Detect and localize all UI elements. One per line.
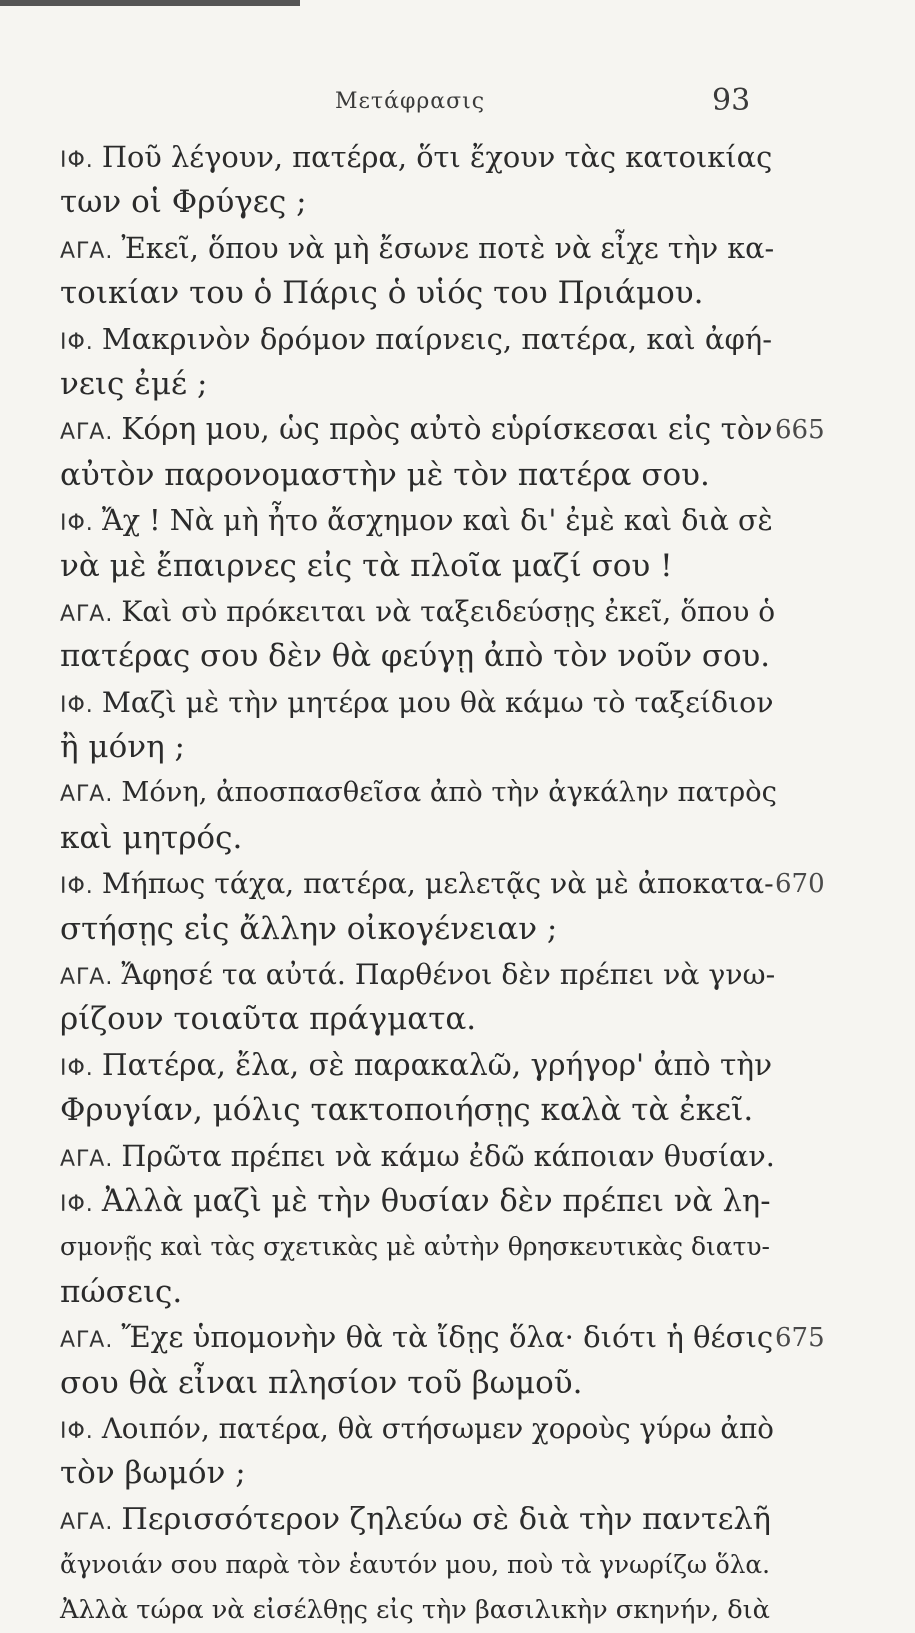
line-text: Ἐκεῖ, ὅπου νὰ μὴ ἔσωνε ποτὲ νὰ εἶχε τὴν κα- <box>121 230 775 265</box>
speaker-label: ΑΓΑ. <box>60 1328 114 1354</box>
speaker-line <box>60 1043 773 1088</box>
speaker-line <box>60 1179 770 1224</box>
continuation-line <box>60 180 770 225</box>
dialogue-text <box>60 135 777 1633</box>
speaker-label: ΙΦ. <box>60 1191 94 1217</box>
line-text: ρίζουν τοιαῦτα πράγματα. <box>60 1001 477 1038</box>
speaker-label: ΑΓΑ. <box>60 420 114 446</box>
continuation-line <box>60 1451 770 1496</box>
speaker-line <box>60 589 776 634</box>
continuation-line <box>60 1542 770 1587</box>
line-text: Μακρινὸν δρόμον παίρνεις, πατέρα, καὶ ἀφή- <box>101 321 773 356</box>
speaker-line <box>60 861 774 906</box>
speaker-label: ΙΦ. <box>60 148 94 173</box>
continuation-line <box>60 1361 770 1406</box>
line-text: Πρῶτα πρέπει νὰ κάμω ἐδῶ κάποιαν θυσίαν. <box>121 1138 775 1173</box>
continuation-line <box>60 907 770 952</box>
continuation-line <box>60 1224 770 1269</box>
line-text: νὰ μὲ ἔπαιρνες εἰς τὰ πλοῖα μαζί σου ! <box>60 547 673 584</box>
speaker-line <box>60 135 773 180</box>
line-text: αὐτὸν παρονομαστὴν μὲ τὸν πατέρα σου. <box>60 456 710 493</box>
line-text: ἢ μόνη ; <box>60 729 185 766</box>
line-text: Περισσότερον ζηλεύω σὲ διὰ τὴν παντελῆ <box>121 1501 771 1537</box>
speaker-label: ΙΦ. <box>60 329 94 355</box>
line-text: σμονῇς καὶ τὰς σχετικὰς μὲ αὐτὴν θρησκευτικὰς διατυ- <box>60 1232 770 1262</box>
continuation-line <box>60 1588 770 1633</box>
continuation-line <box>60 362 770 407</box>
line-text: Ἀλλὰ τώρα νὰ εἰσέλθῃς εἰς τὴν βασιλικὴν σκηνήν, διὰ <box>60 1594 770 1625</box>
line-text: νεις ἐμέ ; <box>60 365 208 402</box>
line-text: τὸν βωμόν ; <box>60 1455 246 1492</box>
line-text: Καὶ σὺ πρόκειται νὰ ταξειδεύσῃς ἐκεῖ, ὅπου ὁ <box>121 594 776 628</box>
line-text: Πατέρα, ἔλα, σὲ παρακαλῶ, γρήγορ' ἀπὸ τὴν <box>101 1047 773 1082</box>
speaker-line <box>60 1406 774 1451</box>
speaker-line <box>60 680 774 725</box>
line-text: Κόρη μου, ὡς πρὸς αὐτὸ εὑρίσκεσαι εἰς τὸν <box>121 412 773 447</box>
verse-line-number: 675 <box>775 1323 825 1354</box>
continuation-line <box>60 544 770 589</box>
continuation-line <box>60 816 770 861</box>
speaker-line <box>60 407 773 452</box>
speaker-line <box>60 952 776 997</box>
line-text: Φρυγίαν, μόλις τακτοποιήσῃς καλὰ τὰ ἐκεῖ. <box>60 1092 754 1129</box>
speaker-label: ΑΓΑ. <box>60 1146 114 1172</box>
verse-line-number: 665 <box>775 415 825 446</box>
line-text: Ἄχ ! Νὰ μὴ ἦτο ἄσχημον καὶ δι' ἐμὲ καὶ διὰ σὲ <box>101 503 773 538</box>
continuation-line <box>60 453 770 498</box>
speaker-label: ΙΦ. <box>60 1418 94 1444</box>
line-text: των οἱ Φρύγες ; <box>60 184 307 221</box>
line-text: Μόνη, ἀποσπασθεῖσα ἀπὸ τὴν ἀγκάλην πατρὸς <box>121 777 777 809</box>
line-text: πώσεις. <box>60 1273 183 1310</box>
page-number: 93 <box>712 83 751 118</box>
line-text: Ἀλλὰ μαζὶ μὲ τὴν θυσίαν δὲν πρέπει νὰ λη- <box>101 1183 771 1219</box>
continuation-line <box>60 634 770 679</box>
speaker-label: ΑΓΑ. <box>60 601 114 627</box>
line-text: στήσῃς εἰς ἄλλην οἰκογένειαν ; <box>60 910 558 947</box>
continuation-line <box>60 1270 770 1315</box>
continuation-line <box>60 271 770 316</box>
line-text: ἄγνοιάν σου παρὰ τὸν ἑαυτόν μου, ποὺ τὰ γνωρίζω ὅλα. <box>60 1550 770 1580</box>
speaker-label: ΑΓΑ. <box>60 782 114 808</box>
line-text: Λοιπόν, πατέρα, θὰ στήσωμεν χοροὺς γύρω ἀπὸ <box>101 1411 774 1445</box>
speaker-line <box>60 1134 775 1179</box>
continuation-line <box>60 1088 770 1133</box>
line-text: Μήπως τάχα, πατέρα, μελετᾷς νὰ μὲ ἀποκατα- <box>101 867 774 901</box>
speaker-line <box>60 226 775 271</box>
speaker-line <box>60 498 773 543</box>
verse-line-number: 670 <box>775 869 825 900</box>
line-text: Ἔχε ὑπομονὴν θὰ τὰ ἴδῃς ὅλα· διότι ἡ θέσις <box>121 1320 774 1355</box>
speaker-line <box>60 1497 770 1542</box>
speaker-label: ΑΓΑ. <box>60 238 114 264</box>
line-text: Ποῦ λέγουν, πατέρα, ὅτι ἔχουν τὰς κατοικίας <box>101 140 773 174</box>
page-header <box>0 83 915 123</box>
line-text: σου θὰ εἶναι πλησίον τοῦ βωμοῦ. <box>60 1364 583 1401</box>
line-text: Ἄφησέ τα αὐτά. Παρθένοι δὲν πρέπει νὰ γνω- <box>121 958 776 992</box>
speaker-label: ΙΦ. <box>60 511 94 537</box>
line-text: τοικίαν του ὁ Πάρις ὁ υἱός του Πριάμου. <box>60 275 704 312</box>
continuation-line <box>60 997 770 1042</box>
running-title: Μετάφρασις <box>335 89 486 114</box>
speaker-line <box>60 317 773 362</box>
page-edge-bar <box>0 0 300 6</box>
speaker-label: ΑΓΑ. <box>60 1509 114 1535</box>
line-text: Μαζὶ μὲ τὴν μητέρα μου θὰ κάμω τὸ ταξείδιον <box>101 685 774 719</box>
continuation-line <box>60 725 770 770</box>
speaker-label: ΙΦ. <box>60 874 94 900</box>
speaker-line <box>60 1315 774 1360</box>
speaker-label: ΑΓΑ. <box>60 965 114 991</box>
speaker-line <box>60 770 777 815</box>
speaker-label: ΙΦ. <box>60 1055 94 1081</box>
speaker-label: ΙΦ. <box>60 692 94 718</box>
line-text: πατέρας σου δὲν θὰ φεύγῃ ἀπὸ τὸν νοῦν σου. <box>60 638 771 675</box>
line-text: καὶ μητρός. <box>60 819 243 856</box>
